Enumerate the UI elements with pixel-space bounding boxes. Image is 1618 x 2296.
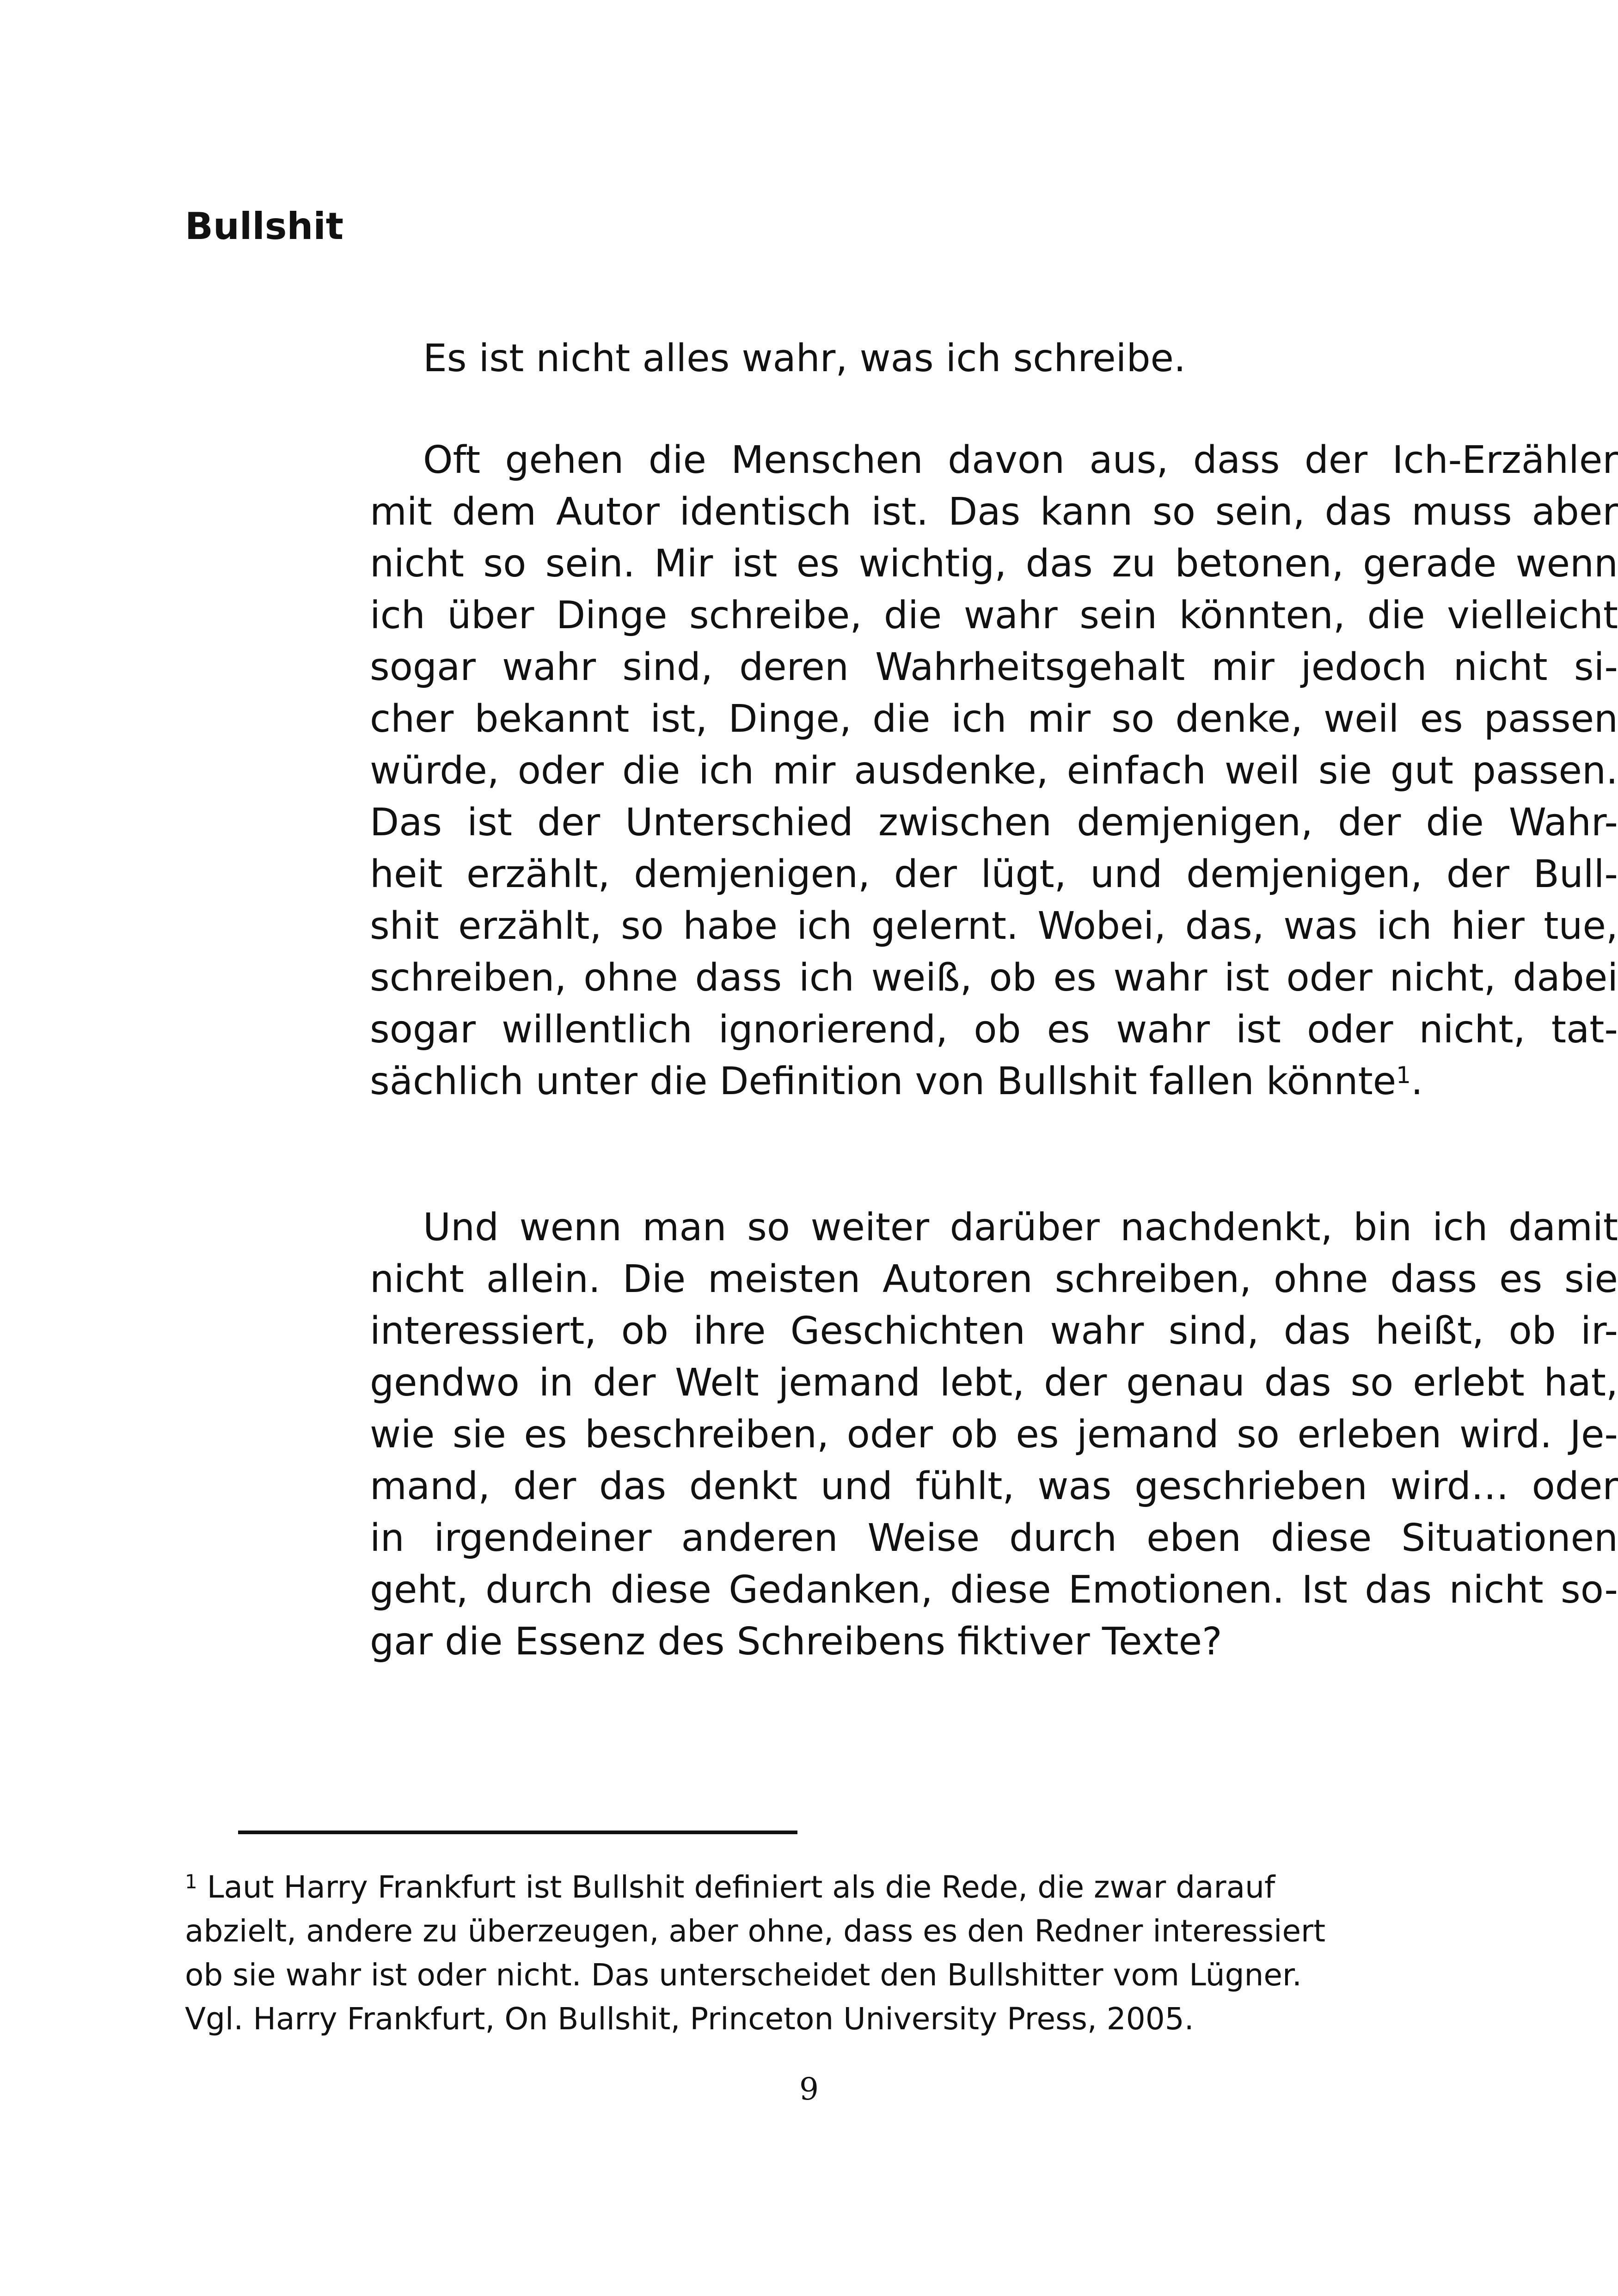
paragraph-3 bbox=[370, 1202, 1618, 1668]
text-line: nicht allein. Die meisten Autoren schreiben, ohne dass es sie bbox=[370, 1257, 1618, 1301]
text-line: interessiert, ob ihre Geschichten wahr sind, das heißt, ob ir- bbox=[370, 1309, 1618, 1353]
text-line: geht, durch diese Gedanken, diese Emotionen. Ist das nicht so- bbox=[370, 1568, 1618, 1612]
footnote-reference[interactable]: 1 bbox=[1396, 1062, 1411, 1089]
text-line: Und wenn man so weiter darüber nachdenkt, bin ich damit bbox=[423, 1206, 1618, 1249]
text-line: mit dem Autor identisch ist. Das kann so sein, das muss aber bbox=[370, 490, 1618, 534]
footnote-line-content: Laut Harry Frankfurt ist Bullshit definiert als die Rede, die zwar darauf bbox=[197, 1869, 1275, 1905]
chapter-heading: Bullshit bbox=[185, 205, 344, 248]
text-line: mand, der das denkt und fühlt, was geschrieben wird… oder bbox=[370, 1464, 1618, 1508]
footnote bbox=[185, 1865, 1433, 2041]
text-line: nicht so sein. Mir ist es wichtig, das zu betonen, gerade wenn bbox=[370, 542, 1618, 586]
text-line: wie sie es beschreiben, oder ob es jemand so erleben wird. Je- bbox=[370, 1413, 1618, 1457]
text-line: würde, oder die ich mir ausdenke, einfach weil sie gut passen. bbox=[370, 749, 1618, 793]
text-line: Das ist der Unterschied zwischen demjenigen, der die Wahr- bbox=[370, 801, 1618, 845]
text-line: shit erzählt, so habe ich gelernt. Wobei, das, was ich hier tue, bbox=[370, 904, 1618, 948]
paragraph-2 bbox=[370, 435, 1618, 1108]
text-line: heit erzählt, demjenigen, der lügt, und demjenigen, der Bull- bbox=[370, 852, 1618, 896]
text-line: Oft gehen die Menschen davon aus, dass der Ich-Erzähler bbox=[423, 438, 1618, 482]
text-line: sogar willentlich ignorierend, ob es wahr ist oder nicht, tat- bbox=[370, 1008, 1618, 1052]
text-line: in irgendeiner anderen Weise durch eben diese Situationen bbox=[370, 1516, 1618, 1560]
footnote-marker: 1 bbox=[185, 1870, 197, 1893]
text-line: sogar wahr sind, deren Wahrheitsgehalt mir jedoch nicht si- bbox=[370, 645, 1618, 689]
text-line: schreiben, ohne dass ich weiß, ob es wahr ist oder nicht, dabei bbox=[370, 956, 1618, 1000]
footnote-line: abzielt, andere zu überzeugen, aber ohne, dass es den Redner interessiert bbox=[185, 1913, 1326, 1949]
text-line: ich über Dinge schreibe, die wahr sein könnten, die vielleicht bbox=[370, 594, 1618, 637]
footnote-line bbox=[185, 1865, 1433, 1909]
text-line: Es ist nicht alles wahr, was ich schreibe. bbox=[423, 337, 1186, 380]
text-line: gendwo in der Welt jemand lebt, der genau das so erlebt hat, bbox=[370, 1361, 1618, 1405]
footnote-divider bbox=[238, 1831, 797, 1834]
sentence-end: . bbox=[1410, 1059, 1423, 1103]
paragraph-1 bbox=[370, 333, 1618, 385]
page-number: 9 bbox=[799, 2071, 819, 2107]
text-line-content: sächlich unter die Definition von Bullshit fallen könnte bbox=[370, 1059, 1397, 1103]
text-line: gar die Essenz des Schreibens fiktiver Texte? bbox=[370, 1620, 1222, 1664]
footnote-line: ob sie wahr ist oder nicht. Das unterscheidet den Bullshitter vom Lügner. bbox=[185, 1957, 1302, 1993]
text-line: cher bekannt ist, Dinge, die ich mir so denke, weil es passen bbox=[370, 697, 1618, 741]
text-line-last bbox=[370, 1056, 1618, 1108]
footnote-line: Vgl. Harry Frankfurt, On Bullshit, Princeton University Press, 2005. bbox=[185, 2001, 1194, 2037]
